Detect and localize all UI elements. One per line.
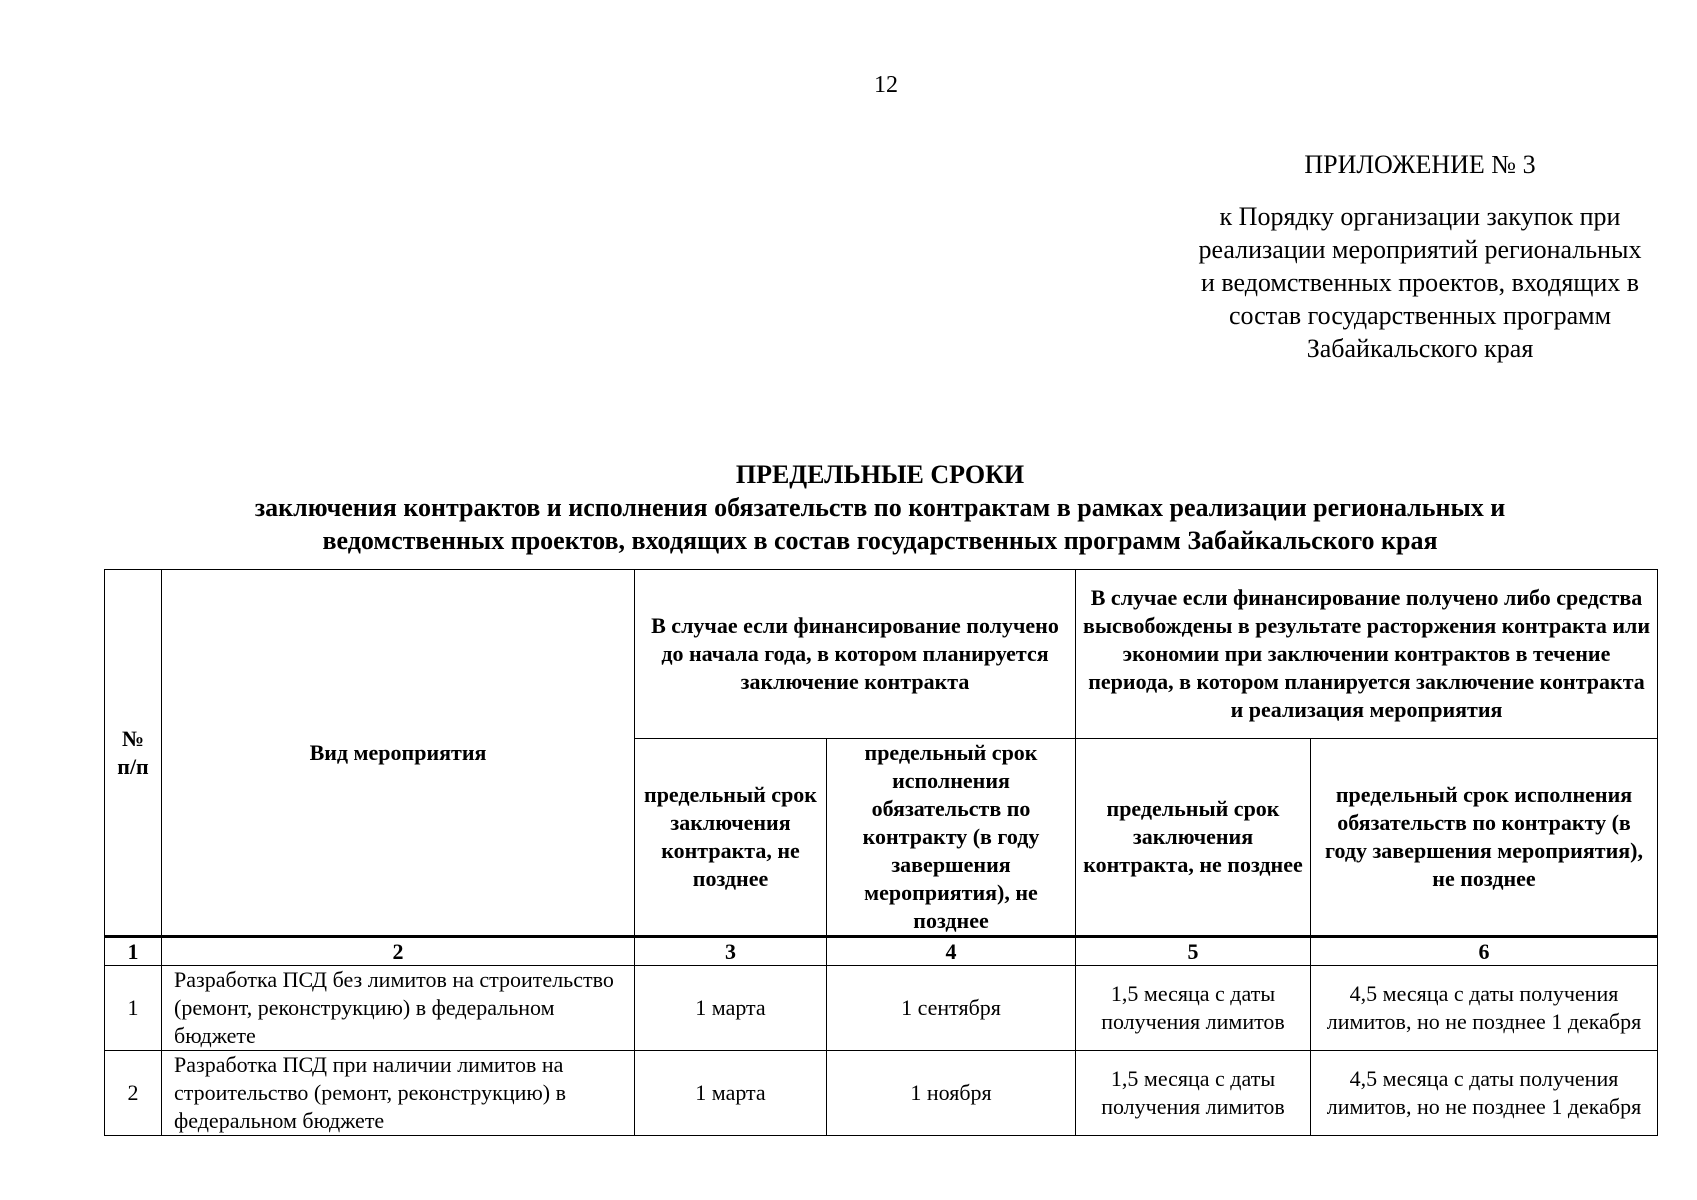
appendix-line: Забайкальского края xyxy=(1306,334,1534,363)
appendix-title: ПРИЛОЖЕНИЕ № 3 xyxy=(1304,150,1536,179)
column-number: 2 xyxy=(162,937,635,966)
document-title-main: ПРЕДЕЛЬНЫЕ СРОКИ xyxy=(735,460,1025,489)
execution-deadline-period-cell: 4,5 месяца с даты получения лимитов, но не позднее 1 декабря xyxy=(1311,966,1658,1051)
contract-deadline-period-cell: 1,5 месяца с даты получения лимитов xyxy=(1076,966,1311,1051)
deadlines-table xyxy=(104,569,1658,1136)
header-col4: предельный срок исполнения обязательств по контракту (в году завершения мероприятия), не позднее xyxy=(827,739,1076,937)
column-number: 1 xyxy=(105,937,162,966)
document-title-line: ведомственных проектов, входящих в состав государственных программ Забайкальского края xyxy=(322,526,1438,555)
appendix-line: реализации мероприятий региональных xyxy=(1198,235,1642,264)
appendix-line: состав государственных программ xyxy=(1228,301,1612,330)
header-activity: Вид мероприятия xyxy=(162,570,635,937)
execution-deadline-cell: 1 сентября xyxy=(827,966,1076,1051)
activity-cell: Разработка ПСД без лимитов на строительство (ремонт, реконструкцию) в федеральном бюджете xyxy=(162,966,635,1051)
page-number: 12 xyxy=(874,72,898,98)
column-number-row xyxy=(105,937,1658,966)
header-group-before-year: В случае если финансирование получено до начала года, в котором планируется заключение контракта xyxy=(635,570,1076,739)
column-number: 4 xyxy=(827,937,1076,966)
execution-deadline-period-cell: 4,5 месяца с даты получения лимитов, но не позднее 1 декабря xyxy=(1311,1051,1658,1136)
table-row xyxy=(105,966,1658,1051)
contract-deadline-cell: 1 марта xyxy=(635,966,827,1051)
header-row-groups xyxy=(105,570,1658,739)
table-row xyxy=(105,1051,1658,1136)
column-number: 5 xyxy=(1076,937,1311,966)
document-title-line: заключения контрактов и исполнения обязательств по контрактам в рамках реализации региональных и xyxy=(254,493,1506,522)
row-number: 2 xyxy=(105,1051,162,1136)
header-col6: предельный срок исполнения обязательств по контракту (в году завершения мероприятия), не позднее xyxy=(1311,739,1658,937)
header-col3: предельный срок заключения контракта, не позднее xyxy=(635,739,827,937)
appendix-subtitle xyxy=(1150,200,1690,365)
column-number: 3 xyxy=(635,937,827,966)
contract-deadline-period-cell: 1,5 месяца с даты получения лимитов xyxy=(1076,1051,1311,1136)
row-number: 1 xyxy=(105,966,162,1051)
column-number: 6 xyxy=(1311,937,1658,966)
appendix-line: и ведомственных проектов, входящих в xyxy=(1200,268,1640,297)
header-num: № п/п xyxy=(105,570,162,937)
document-title xyxy=(100,458,1660,557)
appendix-line: к Порядку организации закупок при xyxy=(1219,202,1621,231)
execution-deadline-cell: 1 ноября xyxy=(827,1051,1076,1136)
header-col5: предельный срок заключения контракта, не позднее xyxy=(1076,739,1311,937)
activity-cell: Разработка ПСД при наличии лимитов на строительство (ремонт, реконструкцию) в федеральном бюджете xyxy=(162,1051,635,1136)
contract-deadline-cell: 1 марта xyxy=(635,1051,827,1136)
header-group-during-period: В случае если финансирование получено либо средства высвобождены в результате расторжения контракта или экономии при заключении контрактов в течение периода, в котором планируется заключение контракта и реализация мероприятия xyxy=(1076,570,1658,739)
